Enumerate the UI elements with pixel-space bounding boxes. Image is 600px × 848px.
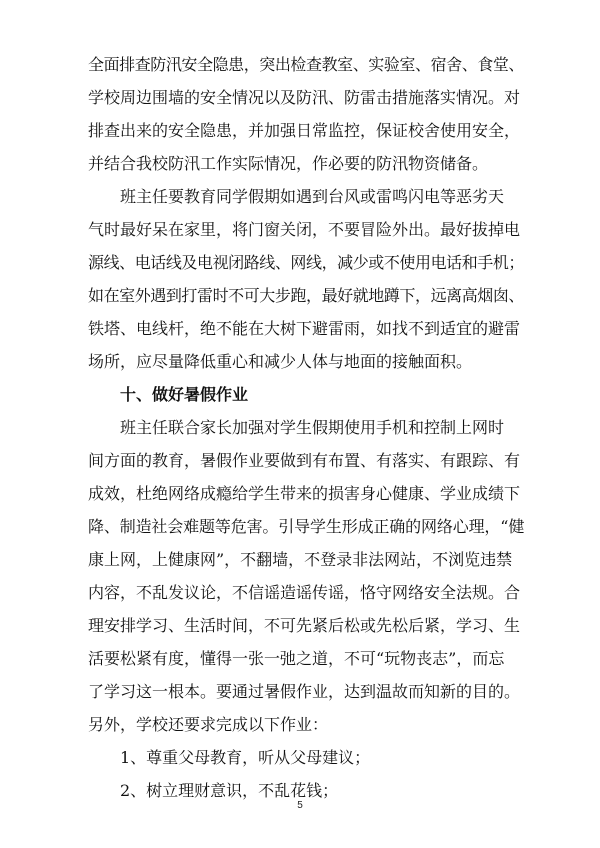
- text-line: 并结合我校防汛工作实际情况，作必要的防汛物资储备。: [88, 154, 489, 173]
- body-text: [88, 48, 524, 807]
- text-line: 气时最好呆在家里，将门窗关闭，不要冒险外出。最好拔掉电: [88, 220, 521, 239]
- text-line: 班主任要教育同学假期如遇到台风或雷鸣闪电等恶劣天: [88, 187, 505, 206]
- text-line: 场所，应尽量降低重心和减少人体与地面的接触面积。: [88, 352, 473, 371]
- text-line: 源线、电话线及电视闭路线、网线，减少或不使用电话和手机；: [88, 253, 524, 272]
- text-line: 学校周边围墙的安全情况以及防汛、防雷击措施落实情况。对: [88, 88, 521, 107]
- text-line: 2、树立理财意识，不乱花钱；: [88, 781, 339, 800]
- text-line: 排查出来的安全隐患，并加强日常监控，保证校舍使用安全，: [88, 121, 521, 140]
- text-line: 另外，学校还要求完成以下作业：: [88, 715, 329, 734]
- text-line: 了学习这一根本。要通过暑假作业，达到温故而知新的目的。: [88, 682, 521, 701]
- text-line: 康上网，上健康网”，不翻墙，不登录非法网站，不浏览违禁: [88, 550, 513, 569]
- text-line: 降、制造社会难题等危害。引导学生形成正确的网络心理，“健: [88, 517, 524, 536]
- text-line: 内容，不乱发议论，不信谣造谣传谣，恪守网络安全法规。合: [88, 583, 521, 602]
- section-heading: 十、做好暑假作业: [88, 385, 249, 404]
- page-number: 5: [297, 800, 303, 811]
- text-line: 班主任联合家长加强对学生假期使用手机和控制上网时: [88, 418, 505, 437]
- text-line: 全面排查防汛安全隐患，突出检查教室、实验室、宿舍、食堂、: [88, 55, 524, 74]
- text-line: 如在室外遇到打雷时不可大步跑，最好就地蹲下，远离高烟囱、: [88, 286, 524, 305]
- text-line: 间方面的教育，暑假作业要做到有布置、有落实、有跟踪、有: [88, 451, 521, 470]
- text-line: 活要松紧有度，懂得一张一弛之道，不可“玩物丧志”，而忘: [88, 649, 505, 668]
- text-line: 铁塔、电线杆，绝不能在大树下避雷雨，如找不到适宜的避雷: [88, 319, 521, 338]
- text-line: 1、尊重父母教育，听从父母建议；: [88, 748, 371, 767]
- text-line: 理安排学习、生活时间，不可先紧后松或先松后紧，学习、生: [88, 616, 521, 635]
- text-line: 成效，杜绝网络成瘾给学生带来的损害身心健康、学业成绩下: [88, 484, 521, 503]
